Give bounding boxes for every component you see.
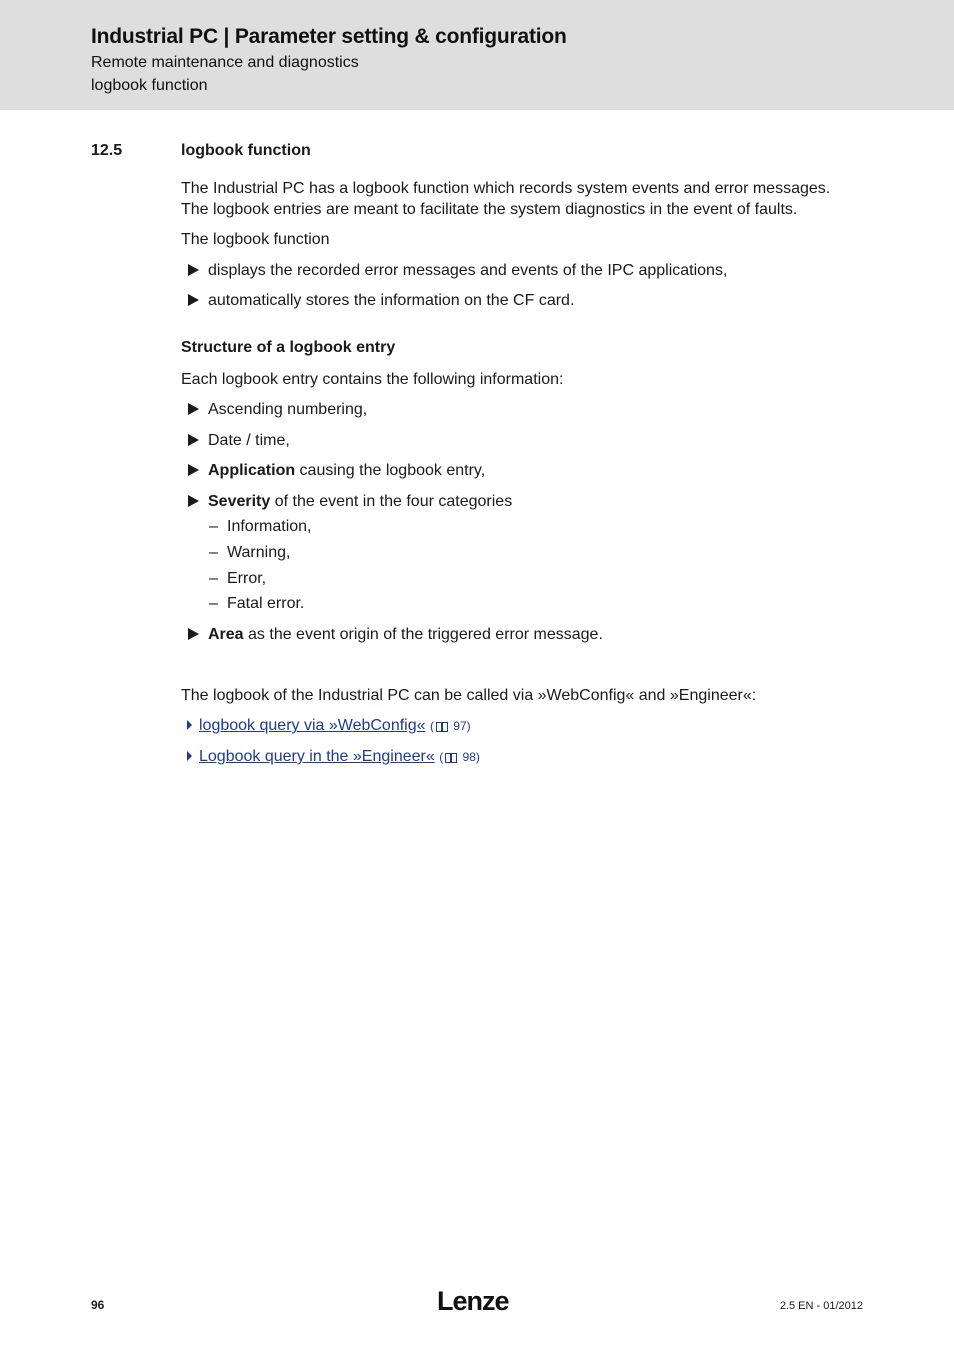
page-number: 96 <box>91 1298 105 1312</box>
list-item: Area as the event origin of the triggered error message. <box>188 625 603 645</box>
page-reference[interactable]: ( 97) <box>429 719 471 733</box>
triangle-bullet-icon <box>188 434 199 446</box>
sub-list-item: – Error, <box>209 570 267 587</box>
triangle-bullet-icon <box>188 495 199 507</box>
link-webconfig[interactable]: logbook query via »WebConfig« <box>199 717 426 734</box>
page-reference[interactable]: ( 98) <box>439 750 480 764</box>
calls-lead: The logbook of the Industrial PC can be called via »WebConfig« and »Engineer«: <box>181 687 757 704</box>
sub-list-item: – Information, <box>209 518 312 535</box>
section-title: logbook function <box>181 142 311 159</box>
cross-reference-engineer <box>187 747 480 767</box>
subheading: Structure of a logbook entry <box>181 339 396 356</box>
structure-lead: Each logbook entry contains the following information: <box>181 371 564 388</box>
intro-line-1: The Industrial PC has a logbook function which records system events and error messages. <box>181 180 831 197</box>
book-icon <box>445 753 457 762</box>
triangle-bullet-icon <box>188 403 199 415</box>
link-arrow-icon <box>187 720 192 730</box>
breadcrumb-section: logbook function <box>91 77 208 94</box>
list-item: Severity of the event in the four categories <box>188 492 512 512</box>
triangle-bullet-icon <box>188 628 199 640</box>
triangle-bullet-icon <box>188 264 199 276</box>
triangle-bullet-icon <box>188 464 199 476</box>
list-item: Application causing the logbook entry, <box>188 461 485 481</box>
link-engineer[interactable]: Logbook query in the »Engineer« <box>199 748 435 765</box>
book-icon <box>436 722 448 731</box>
section-number: 12.5 <box>91 142 123 159</box>
link-arrow-icon <box>187 751 192 761</box>
cross-reference-webconfig <box>187 716 471 736</box>
sub-list-item: – Warning, <box>209 544 291 561</box>
sub-list-item: – Fatal error. <box>209 595 305 612</box>
document-title: Industrial PC | Parameter setting & configuration <box>91 25 567 48</box>
brand-logo: Lenze <box>437 1286 509 1316</box>
list-item: automatically stores the information on the CF card. <box>188 291 574 311</box>
list-item: displays the recorded error messages and events of the IPC applications, <box>188 261 727 281</box>
list-item: Ascending numbering, <box>188 400 367 420</box>
triangle-bullet-icon <box>188 294 199 306</box>
list-item: Date / time, <box>188 431 290 451</box>
breadcrumb-chapter: Remote maintenance and diagnostics <box>91 54 359 71</box>
intro-line-2: The logbook entries are meant to facilitate the system diagnostics in the event of faults. <box>181 201 798 218</box>
page-header <box>0 0 954 110</box>
intro-lead: The logbook function <box>181 231 330 248</box>
document-version: 2.5 EN - 01/2012 <box>779 1300 863 1312</box>
intro-paragraph <box>181 178 881 220</box>
